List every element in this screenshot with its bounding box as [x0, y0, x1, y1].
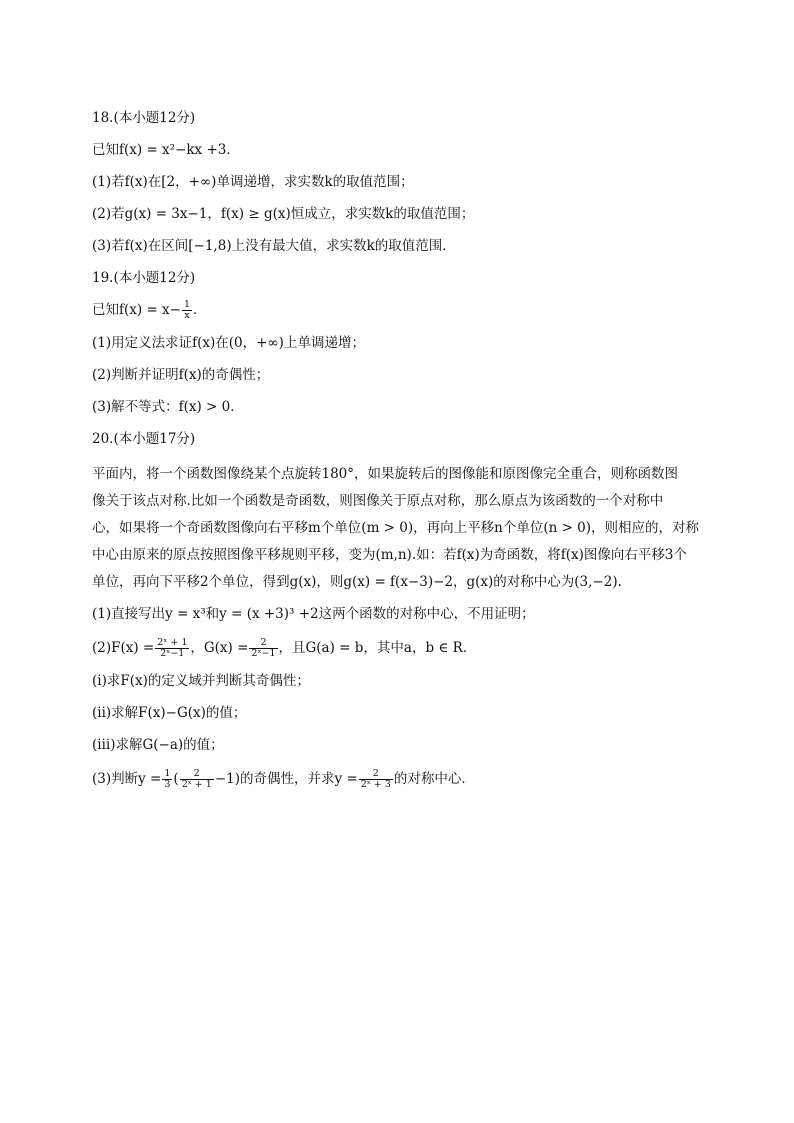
fraction-denominator: 2ˣ−1	[160, 648, 185, 659]
q20-item-1: (1)直接写出y = x³和y = (x +3)³ +2这两个函数的对称中心，不用证明；	[92, 606, 535, 622]
q20-sub-i: (i)求F(x)的定义域并判断其奇偶性；	[92, 673, 310, 689]
q20-item-3	[92, 769, 712, 790]
q20-header: 20.(本小题17分)	[92, 431, 196, 447]
fraction-numerator: 1	[183, 299, 191, 310]
q20-item-3-mid: −1)的奇偶性，并求y =	[214, 771, 358, 787]
q20-item-3-post: 的对称中心．	[393, 771, 475, 787]
q20-paragraph-line: 像关于该点对称.比如一个函数是奇函数，则图像关于原点对称，那么原点为该函数的一个对称中	[92, 493, 664, 509]
q20-item-3-paren: (	[173, 771, 179, 787]
q19-stem-pre: 已知f(x) = x−	[92, 302, 181, 318]
q20-paragraph-line: 平面内，将一个函数图像绕某个点旋转180°，如果旋转后的图像能和原图像完全重合，则称函数图	[92, 466, 679, 482]
q18-header: 18.(本小题12分)	[92, 110, 196, 126]
fraction-numerator: 2ˣ + 1	[157, 637, 188, 648]
q19-fraction	[182, 300, 192, 321]
fraction-numerator: 2	[180, 769, 214, 780]
fraction-denominator: 2ˣ + 3	[360, 779, 391, 790]
q20-item-2-mid: ，G(x) =	[190, 640, 249, 656]
q19-item-3: (3)解不等式：f(x) > 0．	[92, 399, 244, 415]
q20-paragraph-line: 单位，再向下平移2个单位，得到g(x)，则g(x) = f(x−3)−2，g(x)的对称中心为(3,−2).	[92, 574, 622, 590]
fraction-F	[155, 638, 189, 659]
q20-item-2-pre: (2)F(x) =	[92, 640, 155, 656]
q19-stem	[92, 300, 712, 321]
q19-item-1: (1)用定义法求证f(x)在(0，+∞)上单调递增；	[92, 335, 365, 351]
q18-item-1: (1)若f(x)在[2，+∞)单调递增，求实数k的取值范围；	[92, 174, 414, 190]
q19-header: 19.(本小题12分)	[92, 270, 196, 286]
q20-item-2-post: ，且G(a) = b，其中a，b ∈ R．	[278, 640, 477, 656]
fraction-numerator: 1	[164, 768, 171, 779]
exam-page	[92, 108, 712, 802]
fraction-numerator: 2	[249, 638, 277, 649]
fraction-2-over-2x1	[180, 769, 214, 790]
fraction-one-third	[162, 769, 172, 790]
fraction-G	[249, 638, 277, 659]
fraction-numerator: 2	[359, 769, 393, 780]
fraction-denominator: 2ˣ−1	[251, 648, 276, 659]
q18-item-2: (2)若g(x) = 3x−1，f(x) ≥ g(x)恒成立，求实数k的取值范围；	[92, 206, 475, 222]
q19-stem-post: ．	[193, 302, 207, 318]
q20-item-3-pre: (3)判断y =	[92, 771, 162, 787]
fraction-denominator: 2ˣ + 1	[181, 779, 212, 790]
fraction-denominator: 3	[164, 779, 171, 790]
q20-paragraph-line: 心，如果将一个奇函数图像向右平移m个单位(m > 0)，再向上平移n个单位(n > 0)，则相应的，对称	[92, 520, 700, 536]
q18-item-3: (3)若f(x)在区间[−1,8)上没有最大值，求实数k的取值范围．	[92, 238, 456, 254]
q20-item-2	[92, 638, 712, 659]
q20-paragraph	[92, 461, 712, 596]
fraction-denominator: x	[184, 310, 190, 321]
q20-sub-iii: (ⅲ)求解G(−a)的值；	[92, 737, 224, 753]
q18-stem: 已知f(x) = x²−kx +3．	[92, 142, 240, 158]
q20-paragraph-line: 中心由原来的原点按照图像平移规则平移，变为(m,n).如：若f(x)为奇函数，将f(x)图像向右平移3个	[92, 547, 687, 563]
q19-item-2: (2)判断并证明f(x)的奇偶性；	[92, 367, 270, 383]
fraction-2-over-2x3	[359, 769, 393, 790]
q20-sub-ii: (ⅱ)求解F(x)−G(x)的值；	[92, 705, 247, 721]
